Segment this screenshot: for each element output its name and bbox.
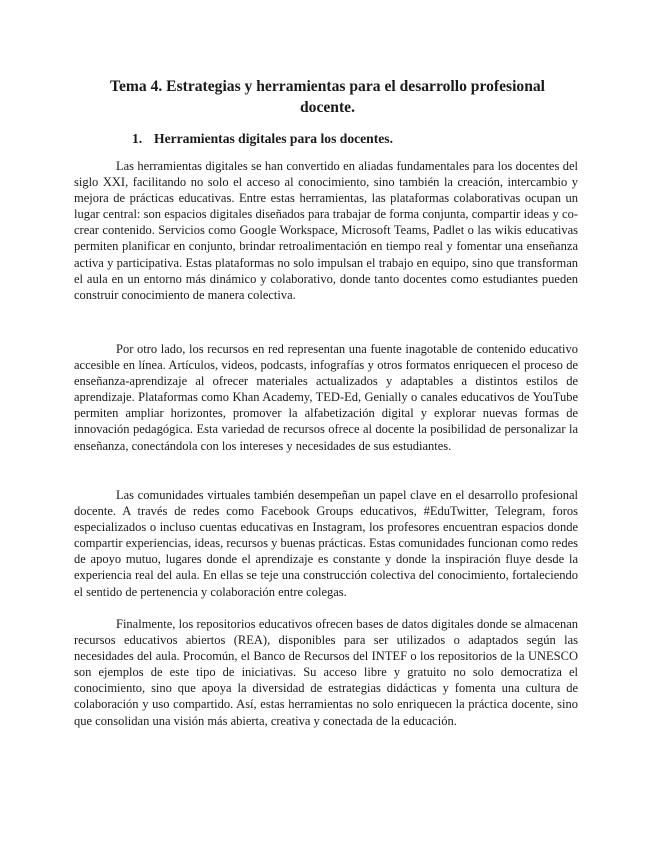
paragraph-comunidades-virtuales: Las comunidades virtuales también desempeñan un papel clave en el desarrollo profesional docente. A través de redes como Facebook Groups educativos, #EduTwitter, Telegram, foros especializados o incluso cuentas educativas en Instagram, los profesores encuentran espacios donde compartir experiencias, ideas, recursos y buenas prácticas. Estas comunidades funcionan como redes de apoyo mutuo, lugares donde el aprendizaje es constante y donde la inspiración fluye desde la experiencia real del aula. En ellas se teje una construcción colectiva del conocimiento, fortaleciendo el sentido de pertenencia y colaboración entre colegas. (74, 488, 578, 599)
section-number: 1. (132, 131, 143, 146)
paragraph-repositorios-educativos: Finalmente, los repositorios educativos ofrecen bases de datos digitales donde se almacenan recursos educativos abiertos (REA), disponibles para ser utilizados o adaptados según las necesidades del aula. Procomún, el Banco de Recursos del INTEF o los repositorios de la UNESCO son ejemplos de este tipo de iniciativas. Su acceso libre y gratuito no solo democratiza el conocimiento, sino que apoya la diversidad de estrategias didácticas y fomenta una cultura de colaboración y uso compartido. Así, estas herramientas no solo enriquecen la práctica docente, sino que consolidan una visión más abierta, creativa y conectada de la educación. (74, 617, 578, 728)
document-title: Tema 4. Estrategias y herramientas para el desarrollo profesional docente. (110, 78, 545, 116)
section-heading (132, 130, 572, 148)
section-heading-text: Herramientas digitales para los docentes. (154, 131, 393, 146)
paragraph-recursos-en-red: Por otro lado, los recursos en red representan una fuente inagotable de contenido educativo accesible en línea. Artículos, videos, podcasts, infografías y otros formatos enriquecen el proceso de enseñanza-aprendizaje al ofrecer materiales actualizados y adaptables a distintos estilos de aprendizaje. Plataformas como Khan Academy, TED-Ed, Genially o canales educativos de YouTube permiten ampliar horizontes, promover la alfabetización digital y explorar nuevas formas de innovación pedagógica. Esta variedad de recursos ofrece al docente la posibilidad de personalizar la enseñanza, conectándola con los intereses y necesidades de sus estudiantes. (74, 342, 578, 453)
paragraph-plataformas-colaborativas: Las herramientas digitales se han convertido en aliadas fundamentales para los docentes del siglo XXI, facilitando no solo el acceso al conocimiento, sino también la creación, intercambio y mejora de prácticas educativas. Entre estas herramientas, las plataformas colaborativas ocupan un lugar central: son espacios digitales diseñados para trabajar de forma conjunta, compartir ideas y co-crear contenido. Servicios como Google Workspace, Microsoft Teams, Padlet o las wikis educativas permiten planificar en conjunto, brindar retroalimentación en tiempo real y fomentar una enseñanza activa y participativa. Estas plataformas no solo impulsan el trabajo en equipo, sino que transforman el aula en un entorno más dinámico y colaborativo, donde tanto docentes como estudiantes pueden construir conocimiento de manera colectiva. (74, 159, 578, 302)
